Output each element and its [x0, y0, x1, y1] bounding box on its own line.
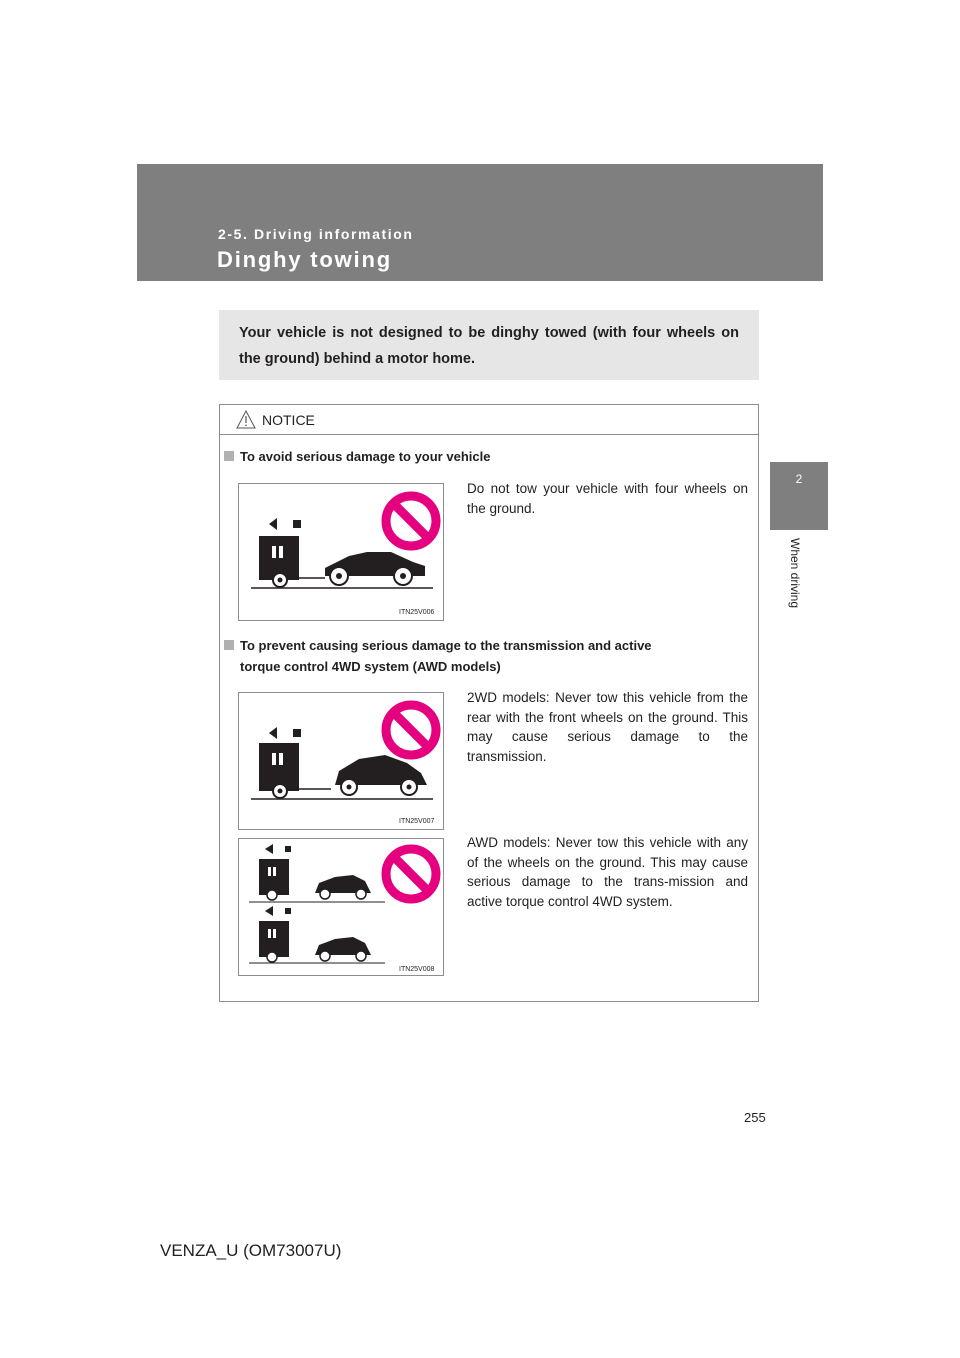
towing-illustration: [239, 484, 443, 620]
footer-code: VENZA_U (OM73007U): [160, 1241, 342, 1260]
notice-header: [220, 405, 758, 435]
page-title: Dinghy towing: [217, 247, 392, 272]
section-heading-1: [224, 446, 490, 467]
page-number: 255: [744, 1110, 766, 1125]
notice-box: [219, 404, 759, 1002]
prohibition-icon: [386, 849, 436, 899]
item-text-1: Do not tow your vehicle with four wheels on the ground.: [467, 481, 748, 516]
towing-illustration: [239, 839, 443, 975]
bullet-square-icon: [224, 640, 234, 650]
section-heading-2: [224, 635, 652, 677]
bullet-square-icon: [224, 451, 234, 461]
prohibition-icon: [386, 705, 436, 755]
item-text-3: AWD models: Never tow this vehicle with any of the wheels on the ground. This may cause serious damage to the trans-mission and active torque control 4WD system.: [467, 835, 748, 909]
figure-four-wheels: [238, 483, 444, 621]
section-heading-text-cont: torque control 4WD system (AWD models): [240, 659, 501, 674]
section-heading-text: To avoid serious damage to your vehicle: [240, 449, 491, 464]
section-label: 2-5. Driving information: [218, 226, 414, 242]
chapter-label: [788, 538, 802, 628]
prohibition-icon: [386, 496, 436, 546]
figure-2wd: [238, 692, 444, 830]
warning-triangle-icon: [236, 410, 256, 429]
figure-code: ITN25V008: [399, 966, 435, 973]
item-text-2: 2WD models: Never tow this vehicle from the rear with the front wheels on the ground. This may cause serious damage to the transmission.: [467, 690, 748, 764]
figure-code: ITN25V006: [399, 609, 435, 616]
figure-awd: [238, 838, 444, 976]
intro-box: [219, 310, 759, 380]
chapter-tab: [770, 462, 828, 530]
chapter-number: 2: [795, 472, 803, 486]
chapter-label-text: When driving: [788, 538, 802, 609]
intro-text: Your vehicle is not designed to be dinghy towed (with four wheels on the ground) behind a motor home.: [239, 325, 739, 367]
towing-illustration: [239, 693, 443, 829]
section-heading-text: To prevent causing serious damage to the transmission and active: [240, 638, 652, 653]
notice-title: NOTICE: [262, 412, 315, 428]
figure-code: ITN25V007: [399, 818, 435, 825]
